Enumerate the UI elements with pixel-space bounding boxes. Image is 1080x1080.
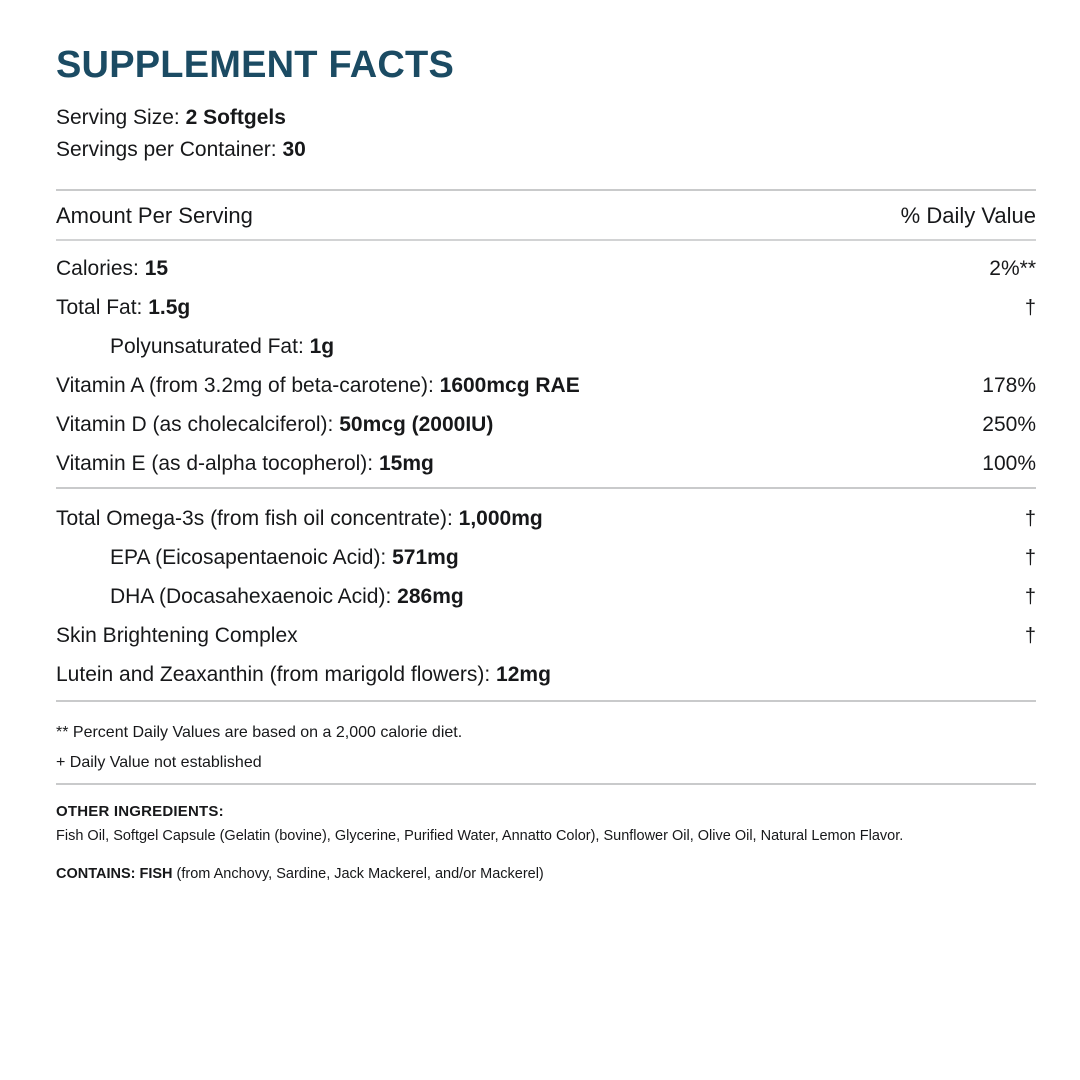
other-ingredients-title: OTHER INGREDIENTS: (56, 803, 224, 821)
servings-per-container-line (56, 134, 1036, 167)
table-row (56, 655, 1036, 694)
table-header (56, 191, 1036, 239)
nutrient-name: Vitamin A (from 3.2mg of beta-carotene): 1600mcg RAE (56, 373, 580, 397)
nutrient-name: Vitamin E (as d-alpha tocopherol): 15mg (56, 451, 434, 475)
footnote-daily-value-basis: ** Percent Daily Values are based on a 2,000 calorie diet. (56, 723, 463, 741)
table-row (56, 616, 1036, 655)
nutrient-name: Vitamin D (as cholecalciferol): 50mcg (2000IU) (56, 412, 494, 436)
table-row (56, 538, 1036, 577)
nutrient-daily-value: 2%** (989, 256, 1036, 280)
table-row (56, 249, 1036, 288)
nutrient-daily-value: 178% (982, 373, 1036, 397)
nutrient-daily-value: † (1024, 296, 1036, 319)
ingredient-daily-value: † (1024, 546, 1036, 569)
ingredient-name: DHA (Docasahexaenoic Acid): 286mg (110, 584, 464, 608)
footnote-dv-not-established: + Daily Value not established (56, 753, 262, 771)
ingredients-section (56, 489, 1036, 700)
ingredient-name: Skin Brightening Complex (56, 623, 298, 647)
nutrient-daily-value: 100% (982, 451, 1036, 475)
serving-size-value: 2 Softgels (185, 105, 286, 129)
servings-per-container-value: 30 (282, 138, 306, 162)
contains-allergen-line (56, 848, 1036, 886)
nutrient-name: Calories: 15 (56, 256, 169, 280)
contains-label: CONTAINS: FISH (56, 865, 173, 882)
ingredient-name: Lutein and Zeaxanthin (from marigold flowers): 12mg (56, 662, 551, 686)
other-ingredients-text: Fish Oil, Softgel Capsule (Gelatin (bovine), Glycerine, Purified Water, Annatto Color), Sunflower Oil, Olive Oil, Natural Lemon Flavor. (56, 828, 904, 845)
table-row (56, 577, 1036, 616)
table-row (56, 366, 1036, 405)
ingredient-name: EPA (Eicosapentaenoic Acid): 571mg (110, 545, 459, 569)
table-row (56, 444, 1036, 483)
ingredient-name: Total Omega-3s (from fish oil concentrate): 1,000mg (56, 506, 543, 530)
ingredient-daily-value: † (1024, 624, 1036, 647)
table-row (56, 327, 1036, 366)
footnotes (56, 702, 1036, 783)
nutrient-name: Total Fat: 1.5g (56, 295, 191, 319)
amount-per-serving-header: Amount Per Serving (56, 202, 253, 228)
ingredient-daily-value: † (1024, 507, 1036, 530)
serving-size-label: Serving Size: (56, 105, 180, 129)
table-row (56, 405, 1036, 444)
table-row (56, 499, 1036, 538)
servings-per-container-label: Servings per Container: (56, 138, 277, 162)
daily-value-header: % Daily Value (900, 202, 1036, 228)
serving-size-line (56, 102, 1036, 135)
ingredient-daily-value: † (1024, 585, 1036, 608)
page-title: SUPPLEMENT FACTS (56, 44, 455, 86)
other-ingredients-section (56, 785, 1036, 886)
contains-detail: (from Anchovy, Sardine, Jack Mackerel, and/or Mackerel) (172, 865, 544, 882)
nutrient-daily-value: 250% (982, 412, 1036, 436)
table-row (56, 288, 1036, 327)
nutrient-name: Polyunsaturated Fat: 1g (110, 334, 335, 358)
nutrients-section (56, 241, 1036, 487)
